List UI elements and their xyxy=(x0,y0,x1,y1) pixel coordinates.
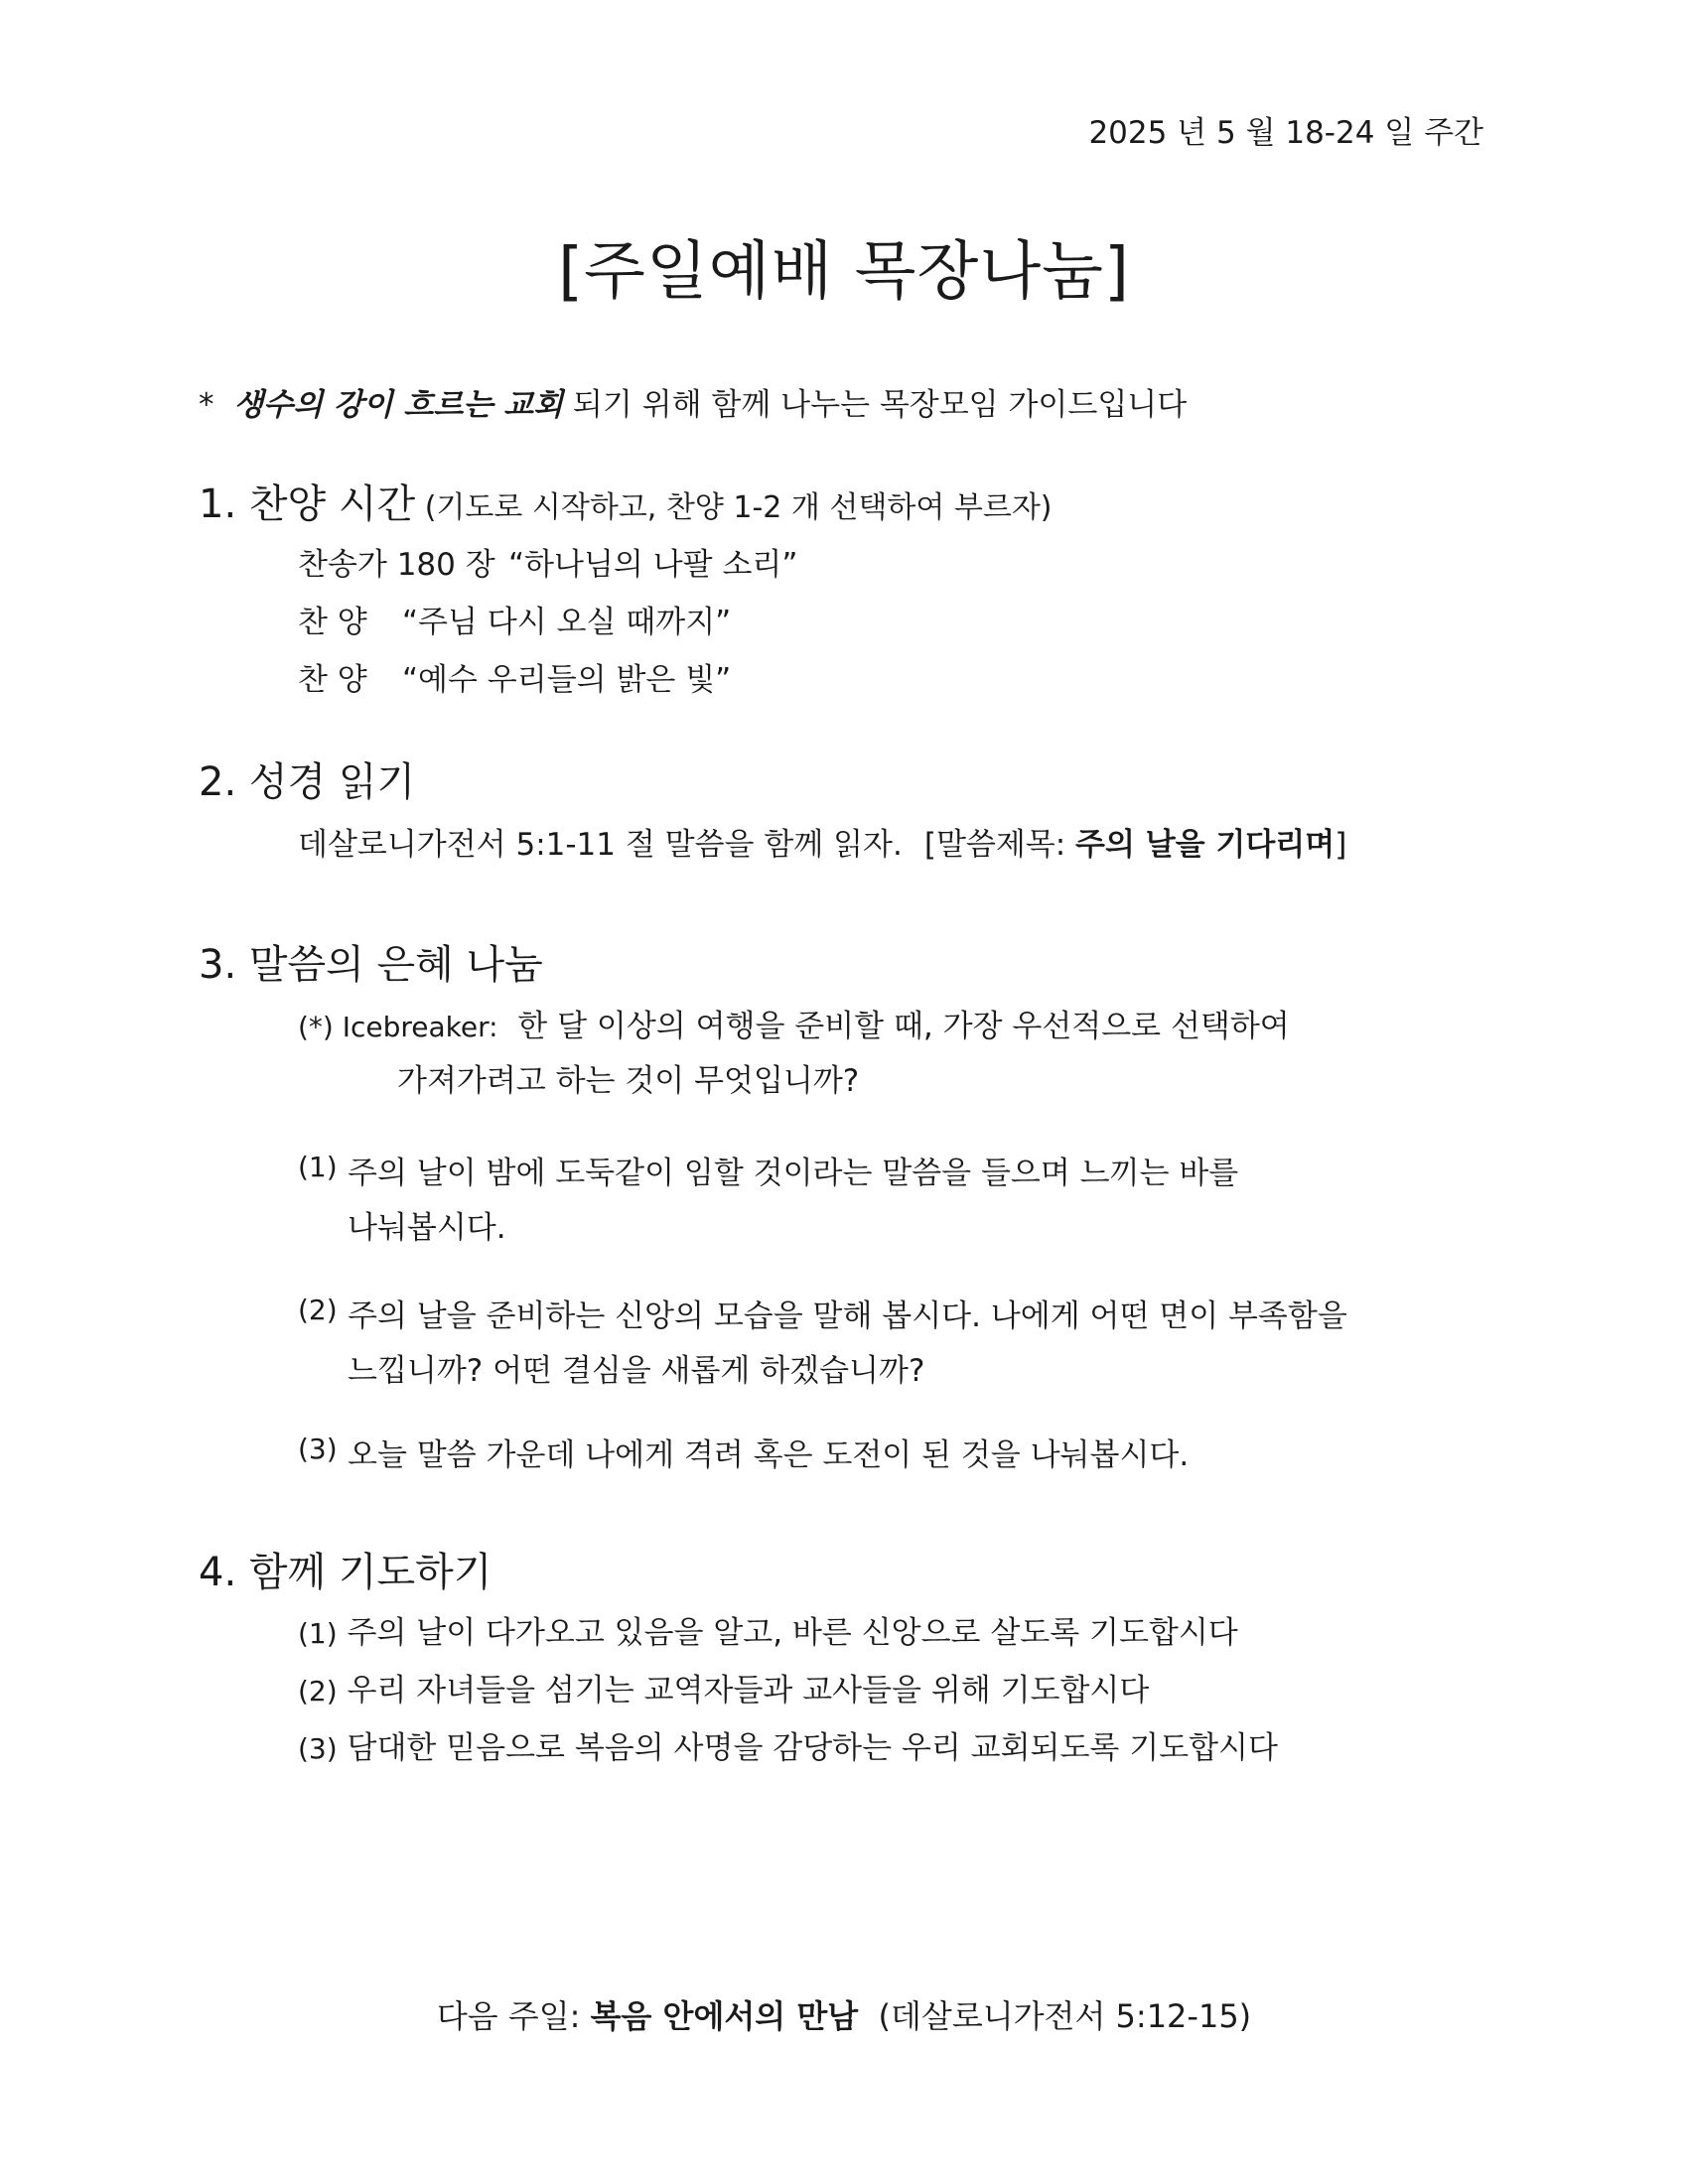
sermon-suffix: ] xyxy=(1335,827,1347,863)
next-week-label: 다음 주일: xyxy=(436,1997,591,2035)
section-1-title: 1. 찬양 시간 xyxy=(199,481,416,527)
question-text-cont: 느낍니까? 어떤 결심을 새롭게 하겠습니까? xyxy=(348,1353,925,1389)
question-number: (3) xyxy=(298,1433,338,1465)
reading-line xyxy=(298,819,1346,864)
prayer-number: (1) xyxy=(298,1617,338,1650)
question-number: (2) xyxy=(298,1294,338,1326)
prayer-item xyxy=(298,1607,1238,1652)
question-text: 오늘 말씀 가운데 나에게 격려 혹은 도전이 된 것을 나눠봅시다. xyxy=(348,1437,1190,1473)
question-text: 주의 날을 준비하는 신앙의 모습을 말해 봅시다. 나에게 어떤 면이 부족함을 xyxy=(348,1298,1347,1334)
question-text-cont: 나눠봅시다. xyxy=(348,1210,506,1246)
intro-star: * xyxy=(199,387,214,423)
intro-emphasis: 생수의 강이 흐르는 교회 xyxy=(233,387,564,423)
prayer-number: (2) xyxy=(298,1675,338,1707)
icebreaker-line xyxy=(298,1001,1290,1045)
section-2-heading: 2. 성경 읽기 xyxy=(199,759,416,805)
prayer-item xyxy=(298,1665,1149,1709)
icebreaker-text: 한 달 이상의 여행을 준비할 때, 가장 우선적으로 선택하여 xyxy=(517,1009,1290,1044)
next-week-title: 복음 안에서의 만남 xyxy=(590,1997,859,2035)
prayer-text: 담대한 믿음으로 복음의 사명을 감당하는 우리 교회되도록 기도합시다 xyxy=(347,1730,1278,1766)
prayer-text: 우리 자녀들을 섬기는 교역자들과 교사들을 위해 기도합시다 xyxy=(347,1673,1150,1708)
intro-text: 되기 위해 함께 나누는 목장모임 가이드입니다 xyxy=(563,387,1188,423)
reading-text: 데살로니가전서 5:1-11 절 말씀을 함께 읽자. xyxy=(298,827,903,863)
song-title: “예수 우리들의 밝은 빛” xyxy=(402,662,732,698)
section-4-heading: 4. 함께 기도하기 xyxy=(199,1550,492,1595)
prayer-text: 주의 날이 다가오고 있음을 알고, 바른 신앙으로 살도록 기도합시다 xyxy=(347,1615,1238,1651)
song-label: 찬송가 180 장 xyxy=(298,547,495,583)
sermon-prefix: [말씀제목: xyxy=(923,827,1076,863)
section-1-heading xyxy=(199,473,1053,529)
icebreaker-label: (*) Icebreaker: xyxy=(298,1011,498,1043)
icebreaker-line-2: 가져가려고 하는 것이 무엇입니까? xyxy=(397,1063,860,1099)
prayer-item xyxy=(298,1722,1278,1767)
section-3-heading: 3. 말씀의 은혜 나눔 xyxy=(199,942,543,988)
sermon-title: 주의 날을 기다리며 xyxy=(1075,827,1336,863)
page-title: [주일예배 목장나눔] xyxy=(558,235,1130,309)
song-label: 찬 양 xyxy=(298,662,367,698)
prayer-number: (3) xyxy=(298,1732,338,1765)
song-title: “하나님의 나팔 소리” xyxy=(508,547,798,583)
week-date: 2025 년 5 월 18-24 일 주간 xyxy=(1088,115,1483,151)
intro-line xyxy=(199,379,1187,424)
question-text: 주의 날이 밤에 도둑같이 임할 것이라는 말씀을 들으며 느끼는 바를 xyxy=(348,1156,1239,1191)
next-week-line xyxy=(0,1991,1688,2037)
song-label: 찬 양 xyxy=(298,605,367,640)
next-week-reference: (데살로니가전서 5:12-15) xyxy=(858,1997,1252,2035)
section-1-note: (기도로 시작하고, 찬양 1-2 개 선택하여 부르자) xyxy=(415,490,1053,525)
question-number: (1) xyxy=(298,1151,338,1183)
song-title: “주님 다시 오실 때까지” xyxy=(402,605,732,640)
